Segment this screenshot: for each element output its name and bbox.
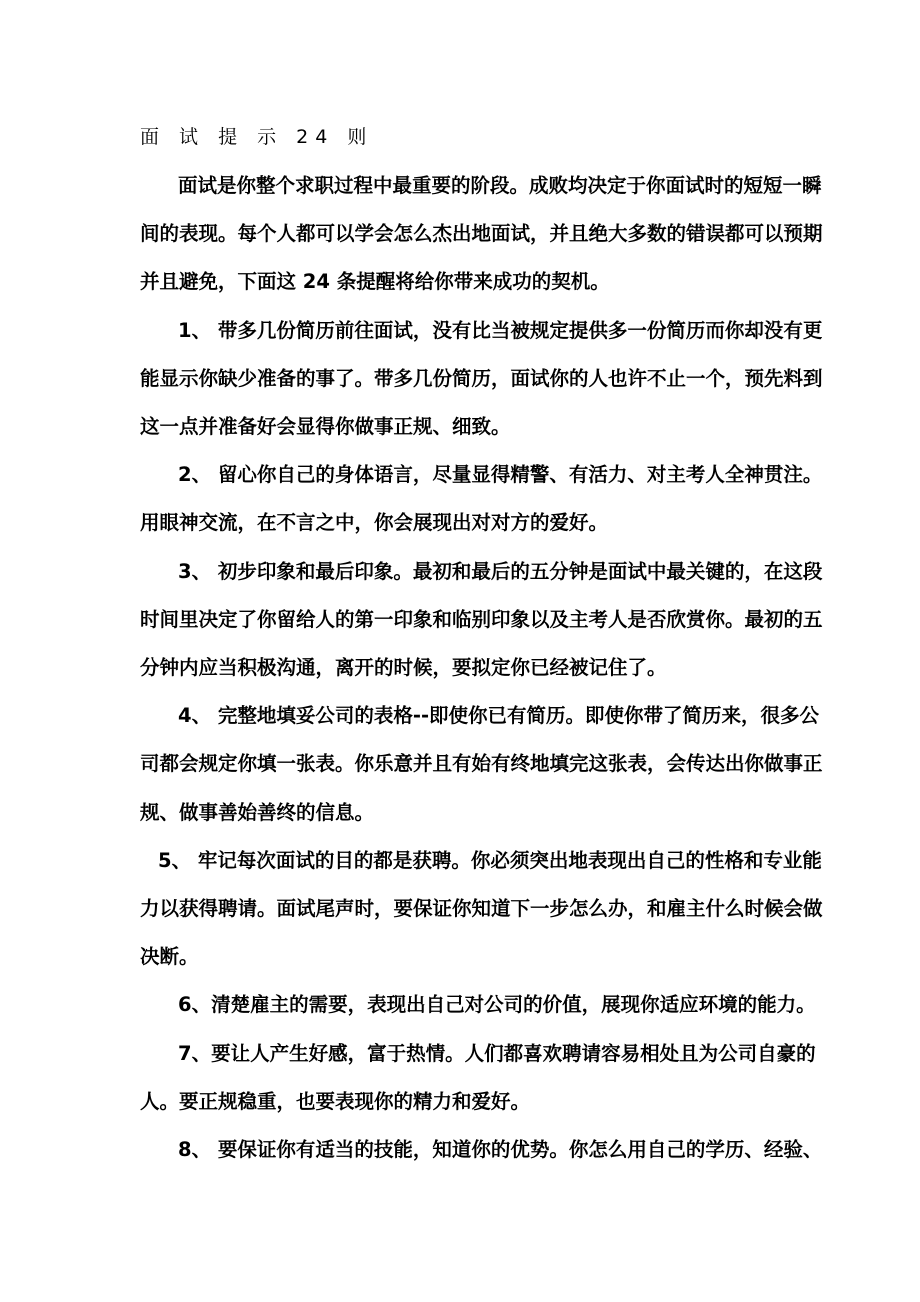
text-line: 面试是你整个求职过程中最重要的阶段。成败均决定于你面试时的短短一瞬 xyxy=(178,174,822,197)
text-line: 用眼神交流，在不言之中，你会展现出对对方的爱好。 xyxy=(140,511,609,535)
text-line: 能显示你缺少准备的事了。带多几份简历，面试你的人也许不止一个，预先料到 xyxy=(140,366,823,390)
text-line: 司都会规定你填一张表。你乐意并且有始有终地填完这张表，会传达出你做事正 xyxy=(140,752,823,776)
text-line: 6、清楚雇主的需要，表现出自己对公司的价值，展现你适应环境的能力。 xyxy=(178,993,816,1017)
text-line: 间的表现。每个人都可以学会怎么杰出地面试，并且绝大多数的错误都可以预期 xyxy=(140,222,823,246)
text-line: 时间里决定了你留给人的第一印象和临别印象以及主考人是否欣赏你。最初的五 xyxy=(140,607,823,631)
text-line: 决断。 xyxy=(140,945,199,969)
text-line: 并且避免，下面这 24 条提醒将给你带来成功的契机。 xyxy=(140,270,610,294)
text-line: 4、 完整地填妥公司的表格--即使你已有简历。即使你带了简历来，很多公 xyxy=(178,704,820,728)
text-line: 这一点并准备好会显得你做事正规、细致。 xyxy=(140,415,511,438)
text-line: 人。要正规稳重，也要表现你的精力和爱好。 xyxy=(140,1089,531,1113)
text-line: 8、 要保证你有适当的技能，知道你的优势。你怎么用自己的学历、经验、 xyxy=(178,1138,823,1161)
text-line: 2、 留心你自己的身体语言，尽量显得精警、有活力、对主考人全神贯注。 xyxy=(178,463,823,487)
text-line: 7、要让人产生好感，富于热情。人们都喜欢聘请容易相处且为公司自豪的 xyxy=(178,1041,816,1065)
text-line: 分钟内应当积极沟通，离开的时候，要拟定你已经被记住了。 xyxy=(140,656,667,679)
text-line: 5、 牢记每次面试的目的都是获聘。你必须突出地表现出自己的性格和专业能 xyxy=(158,848,822,872)
text-line: 规、做事善始善终的信息。 xyxy=(140,800,375,824)
text-line: 力以获得聘请。面试尾声时，要保证你知道下一步怎么办，和雇主什么时候会做 xyxy=(140,897,823,920)
text-line: 3、 初步印象和最后印象。最初和最后的五分钟是面试中最关键的，在这段 xyxy=(178,559,823,583)
text-line: 1、 带多几份简历前往面试，没有比当被规定提供多一份简历而你却没有更 xyxy=(178,318,823,342)
document-title: 面 试 提 示 24 则 xyxy=(140,126,374,148)
